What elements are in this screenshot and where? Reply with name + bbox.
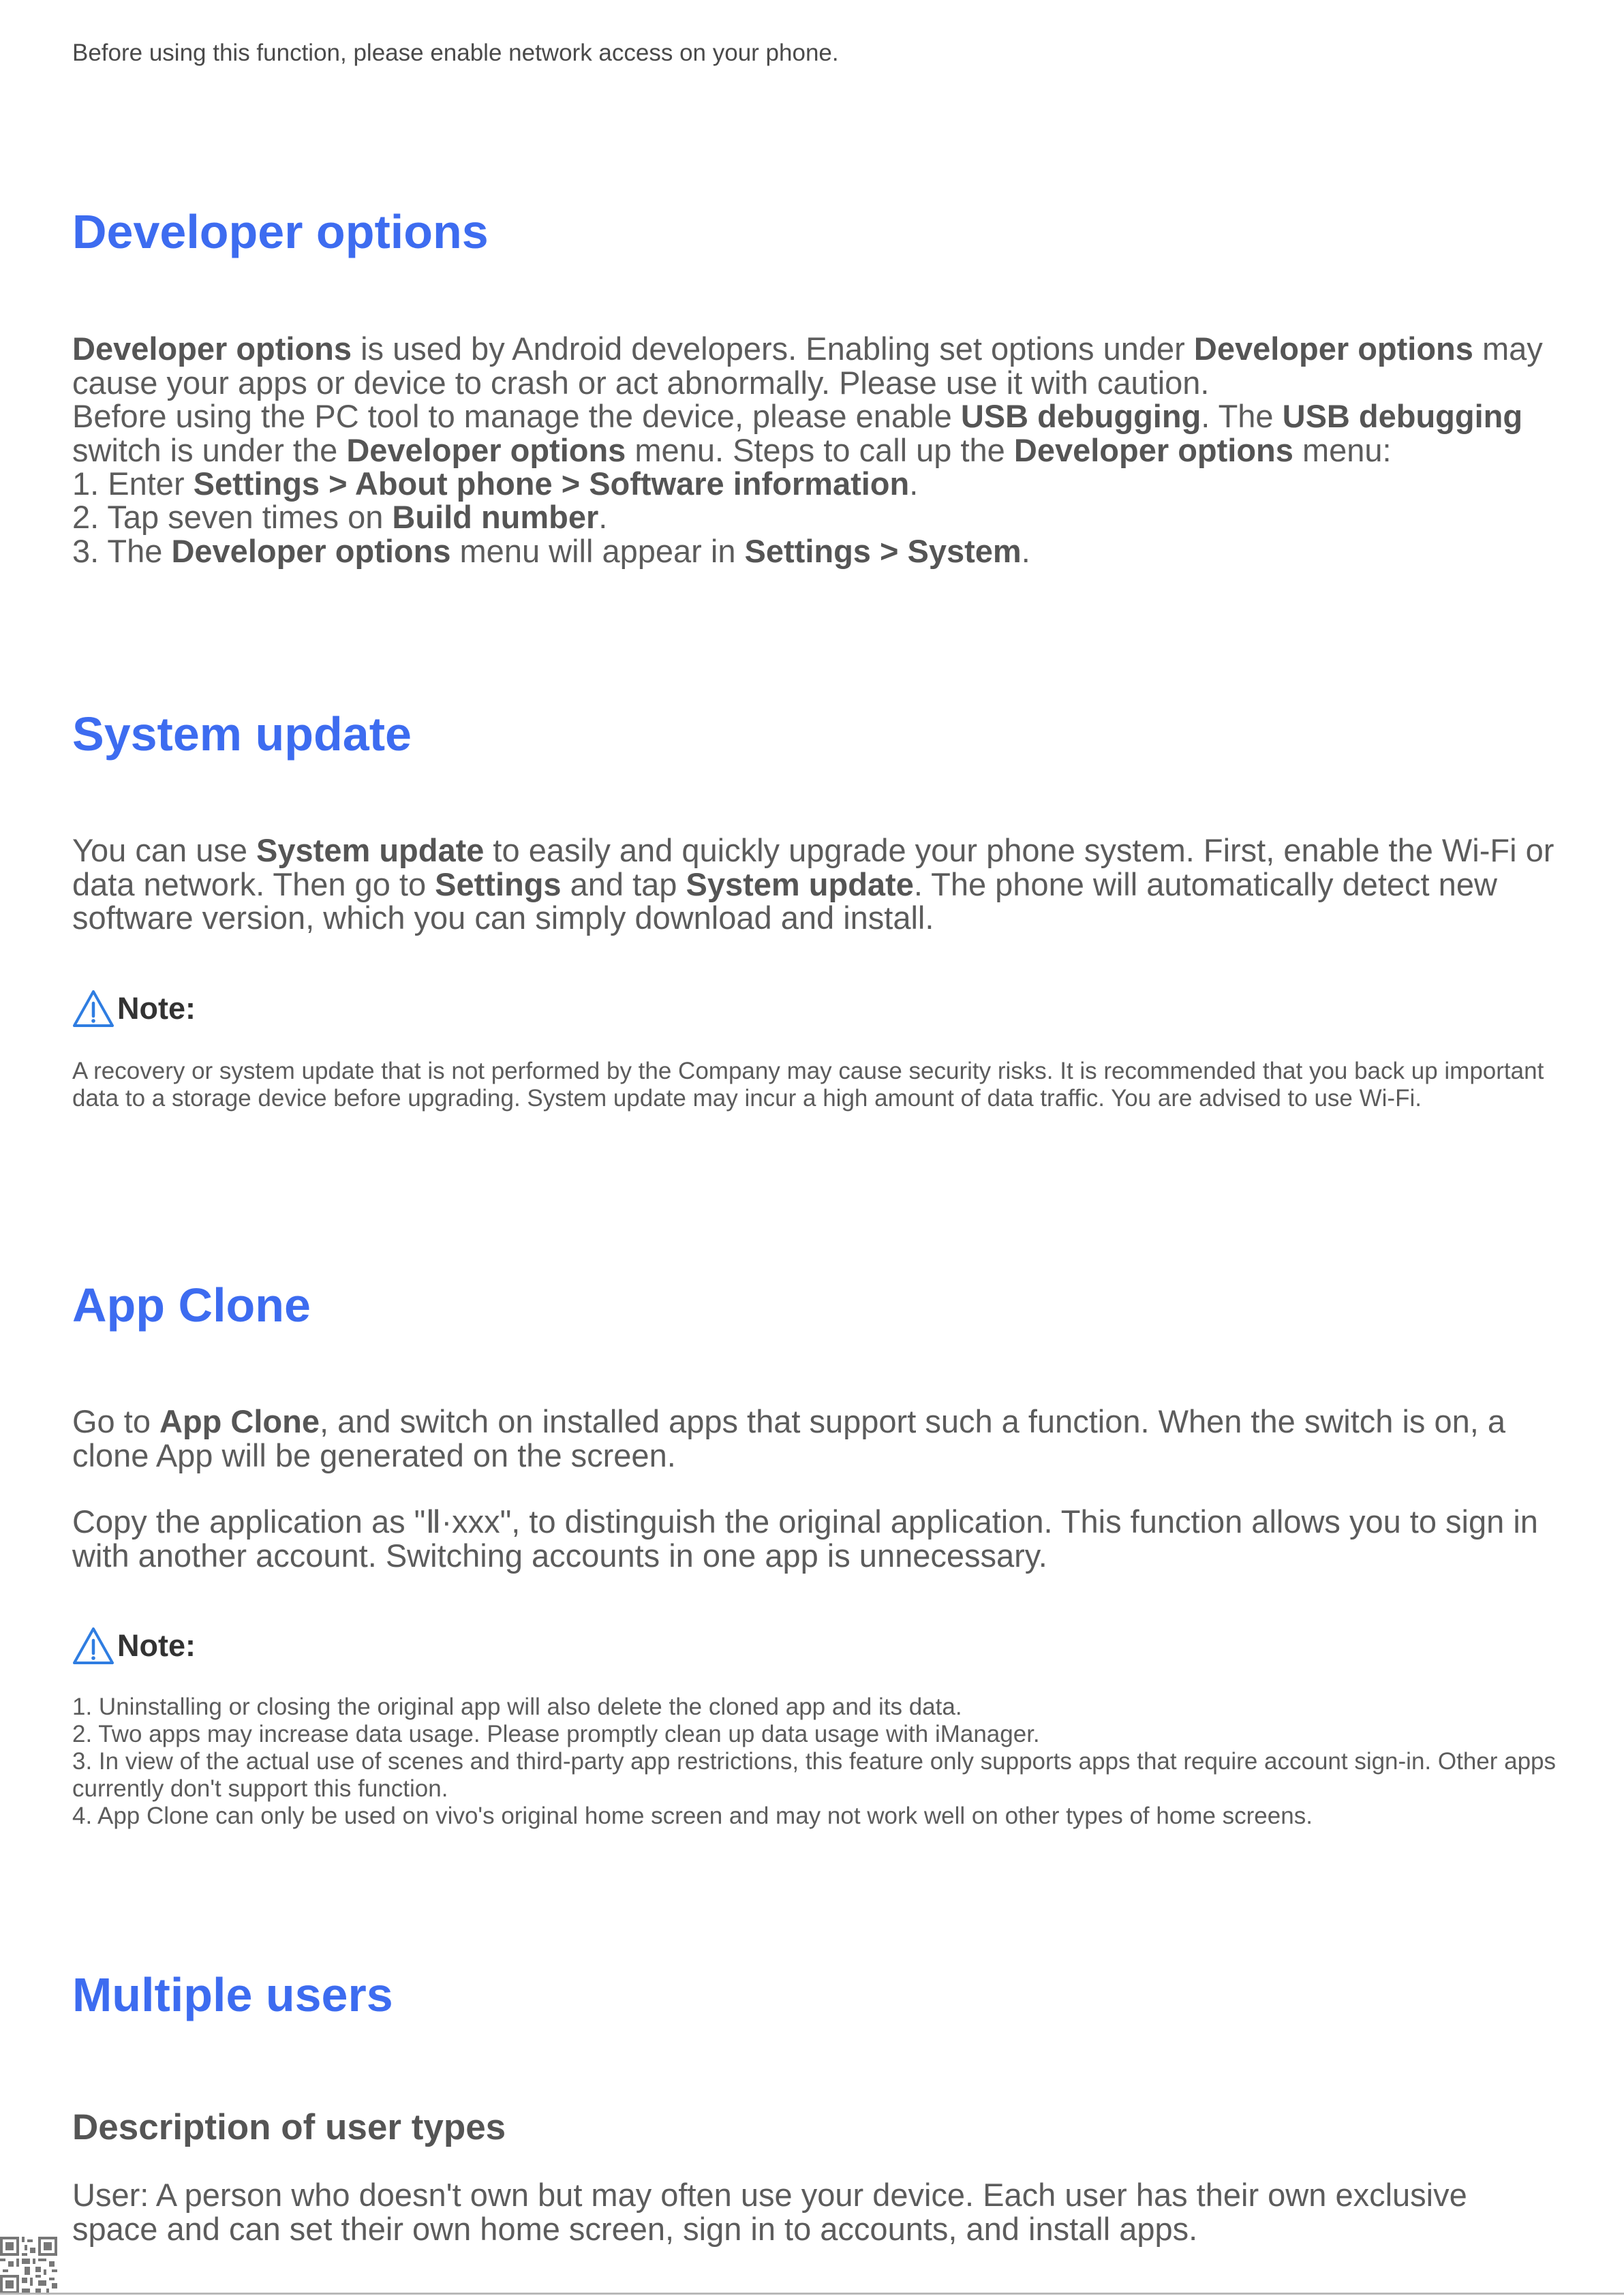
text-run: , and switch on installed apps that support such a function. When the switch is on, a clone App will be generated on the screen. [72, 1403, 1505, 1473]
text-run: . The [1201, 398, 1283, 434]
text-run: User: A person who doesn't own but may often use your device. Each user has their own exclusive space and can set their own home screen, sign in to accounts, and install apps. [72, 2177, 1467, 2247]
text-run: You can use [72, 832, 257, 868]
text-run: Copy the application as "Ⅱ·xxx", to distinguish the original application. This function allows you to sign in with another account. Switching accounts in one app is unnecessary. [72, 1503, 1538, 1574]
app-clone-note-item-4: 4. App Clone can only be used on vivo's original home screen and may not work well on other types of home screens. [72, 1803, 1313, 1829]
text-run: Go to [72, 1403, 160, 1439]
bold-term: System update [256, 832, 485, 868]
note-label: Note: [117, 1628, 196, 1663]
developer-step-3 [72, 534, 1558, 568]
app-clone-note-item-2: 2. Two apps may increase data usage. Please promptly clean up data usage with iManager. [72, 1721, 1040, 1747]
intro-text: Before using this function, please enable network access on your phone. [72, 40, 839, 66]
text-run: . [909, 465, 919, 502]
subheading-user-types: Description of user types [72, 2107, 506, 2147]
system-update-note-line: A recovery or system update that is not performed by the Company may cause security risks. It is recommended that you back up important data to a storage device before upgrading. System update may incur a high amount of data traffic. You are advised to use Wi-Fi. [72, 1058, 1544, 1112]
app-clone-note-item-1: 1. Uninstalling or closing the original app will also delete the cloned app and its data. [72, 1694, 962, 1720]
warning-triangle-icon [72, 990, 114, 1028]
bold-term: Settings > System [744, 533, 1022, 569]
text-run: 1. Enter [72, 465, 194, 502]
text-run: . [1021, 533, 1030, 569]
system-update-paragraph [72, 833, 1558, 935]
developer-paragraph-2 [72, 399, 1558, 467]
qr-code-icon [0, 2237, 57, 2294]
bold-term: App Clone [159, 1403, 320, 1439]
text-run: and tap [561, 866, 686, 902]
bold-term: Developer options [72, 331, 352, 367]
text-run: switch is under the [72, 431, 347, 468]
multiple-users-paragraph [72, 2178, 1558, 2246]
developer-paragraph-1 [72, 332, 1558, 399]
bold-term: Build number [392, 499, 599, 535]
text-run: may cause your apps or device to crash or act abnormally. Please use it with caution. [72, 331, 1543, 401]
bold-term: System update [686, 866, 914, 902]
warning-triangle-icon [72, 1627, 114, 1665]
text-run: is used by Android developers. Enabling set options under [352, 331, 1194, 367]
text-run: menu: [1293, 431, 1392, 468]
system-update-note-heading [72, 988, 196, 1029]
text-run: menu will appear in [450, 533, 745, 569]
text-run: 3. The [72, 533, 172, 569]
bold-term: USB debugging [1282, 398, 1523, 434]
text-run: to easily and quickly upgrade your phone system. First, enable the Wi-Fi or data network. Then go to [72, 832, 1554, 902]
developer-step-1 [72, 467, 1558, 501]
bold-term: Developer options [346, 431, 626, 468]
text-run: menu. Steps to call up the [626, 431, 1014, 468]
text-run: 2. Tap seven times on [72, 499, 393, 535]
bold-term: Developer options [171, 533, 451, 569]
text-run: Before using the PC tool to manage the device, please enable [72, 398, 961, 434]
developer-step-2 [72, 500, 1558, 534]
heading-developer-options: Developer options [72, 205, 489, 258]
text-run: . [598, 499, 608, 535]
app-clone-note-heading [72, 1625, 196, 1666]
text-run: . The phone will automatically detect new software version, which you can simply download and install. [72, 866, 1497, 936]
bold-term: USB debugging [960, 398, 1201, 434]
bold-term: Developer options [1193, 331, 1473, 367]
bold-term: Settings [435, 866, 562, 902]
bold-term: Settings > About phone > Software information [193, 465, 910, 502]
app-clone-paragraph-1 [72, 1405, 1558, 1472]
app-clone-paragraph-2 [72, 1505, 1558, 1572]
app-clone-note-item-3: 3. In view of the actual use of scenes and third-party app restrictions, this feature only supports apps that require account sign-in. Other apps currently don't support this function. [72, 1748, 1557, 1802]
heading-system-update: System update [72, 707, 412, 761]
page-bottom-rule [0, 2293, 1624, 2295]
bold-term: Developer options [1013, 431, 1293, 468]
note-label: Note: [117, 991, 196, 1026]
heading-app-clone: App Clone [72, 1279, 311, 1332]
heading-multiple-users: Multiple users [72, 1968, 393, 2021]
